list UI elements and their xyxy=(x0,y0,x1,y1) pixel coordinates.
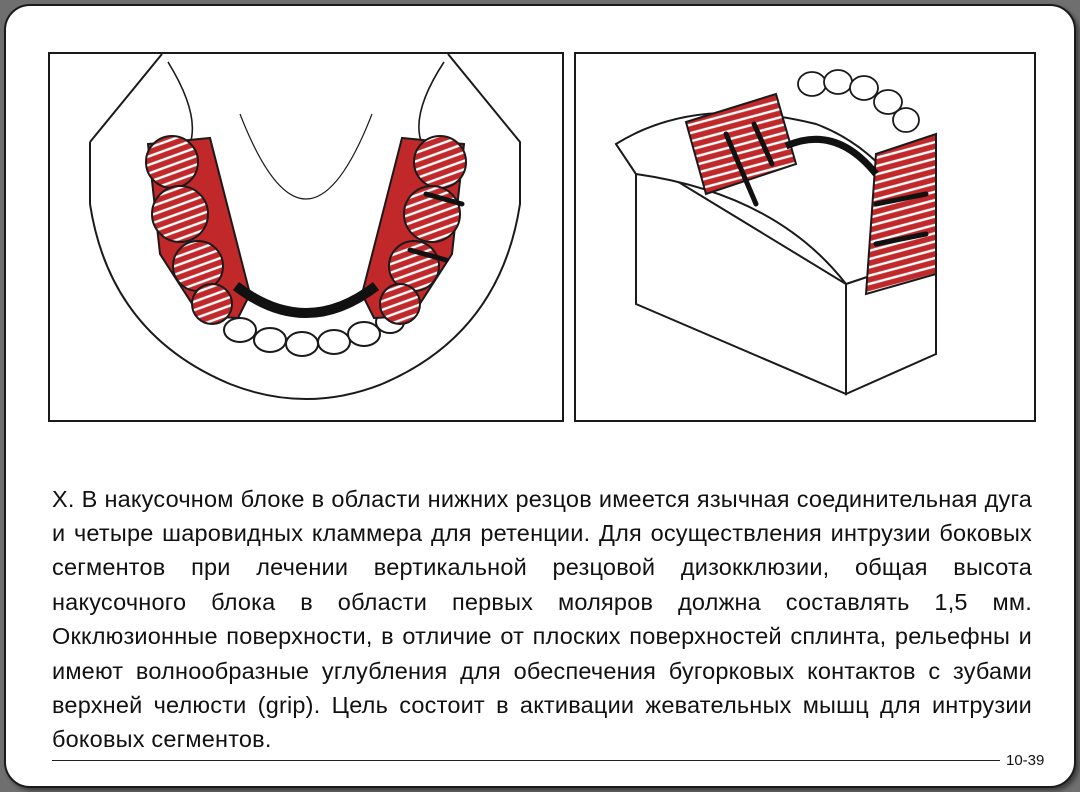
occlusal-view-figure xyxy=(48,52,564,422)
page-number: 10-39 xyxy=(1006,752,1045,769)
lingual-contour xyxy=(240,114,372,199)
slide-card xyxy=(4,4,1076,788)
model-view-drawing xyxy=(576,54,1034,420)
right-bite-block-segment-3d xyxy=(866,134,936,294)
caption-text: X. В накусочном блоке в области нижних резцов имеется язычная соединительная дуга и четыре шаровидных кламмера для ретенции. Для осуществления интрузии боковых сегментов при лечении вертикальной резцовой дизокклюзии, общая высота накусочного блока в области первых моляров должна составлять 1,5 мм. Окклюзионные поверхности, в отличие от плоских поверхностей сплинта, рельефны и имеют волнообразные углубления для обеспечения бугорковых контактов с зубами верхней челюсти (grip). Цель состоит в активации жевательных мышц для интрузии боковых сегментов. xyxy=(52,485,1033,753)
model-view-figure xyxy=(574,52,1036,422)
right-bite-block-segment xyxy=(362,136,466,324)
left-bite-block-segment xyxy=(146,136,250,324)
footer-divider xyxy=(52,760,1000,761)
incisor-teeth-row xyxy=(798,70,919,132)
occlusal-view-drawing xyxy=(50,54,562,420)
jaw-inner-line xyxy=(168,62,444,144)
lingual-connecting-bar xyxy=(236,286,376,313)
